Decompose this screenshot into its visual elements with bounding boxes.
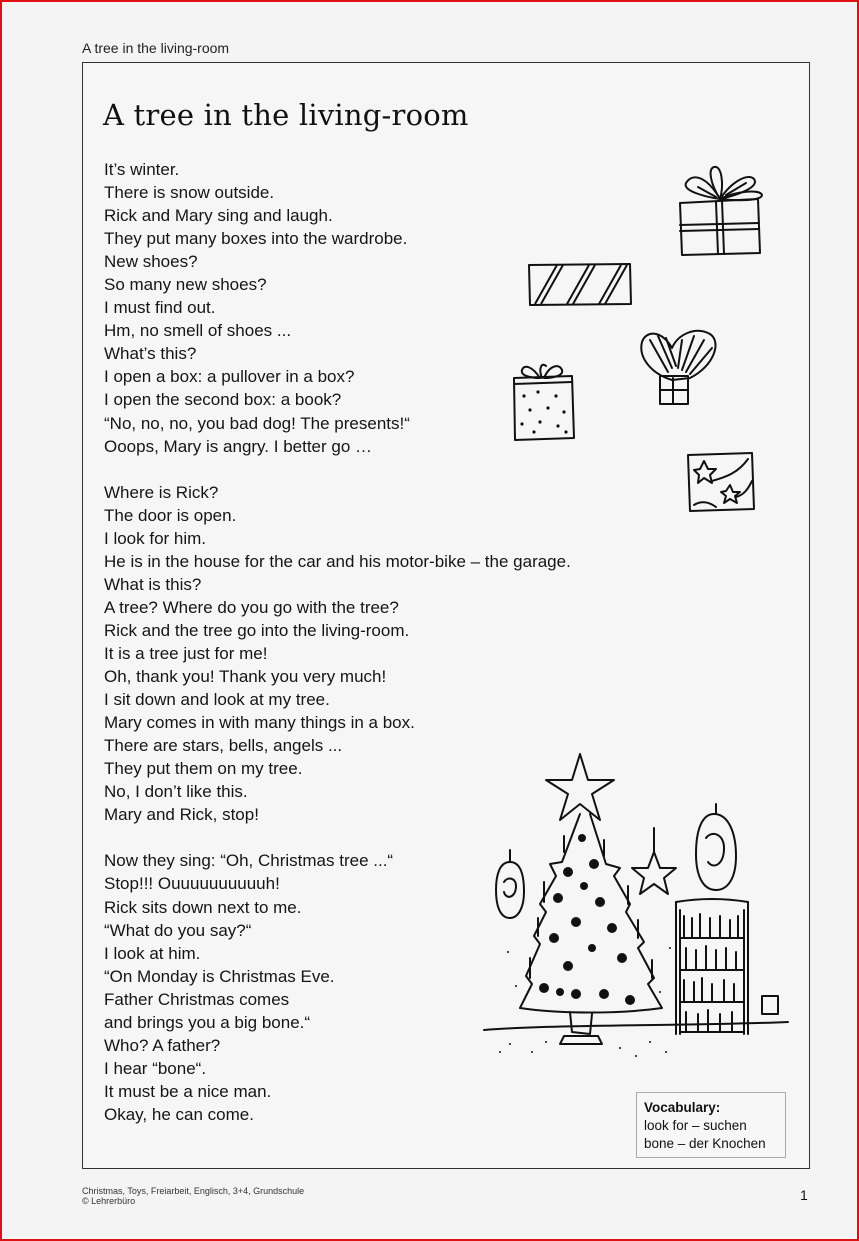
story-line: Oh, thank you! Thank you very much! xyxy=(104,667,387,687)
story-line: Rick and the tree go into the living-room. xyxy=(104,620,410,640)
story-line: Hm, no smell of shoes ... xyxy=(104,321,292,341)
story-line: It is a tree just for me! xyxy=(104,643,268,663)
story-line: There are stars, bells, angels ... xyxy=(104,736,343,756)
page-number: 1 xyxy=(800,1187,808,1203)
story-line: Okay, he can come. xyxy=(104,1104,254,1124)
story-line: I open the second box: a book? xyxy=(104,390,342,410)
story-line: Where is Rick? xyxy=(104,482,219,502)
story-line: I sit down and look at my tree. xyxy=(104,690,330,710)
story-line: Rick and Mary sing and laugh. xyxy=(104,206,333,226)
paragraph-gap xyxy=(104,458,644,481)
footer xyxy=(82,1186,304,1206)
story-line: Now they sing: “Oh, Christmas tree ...“ xyxy=(104,851,394,871)
story-line: They put them on my tree. xyxy=(104,759,303,779)
vocabulary-title: Vocabulary: xyxy=(644,1100,721,1115)
story-line: I look at him. xyxy=(104,943,201,963)
story-line: “On Monday is Christmas Eve. xyxy=(104,966,335,986)
story-line: There is snow outside. xyxy=(104,183,275,203)
footer-copyright: © Lehrerbüro xyxy=(82,1196,136,1206)
story-line: It must be a nice man. xyxy=(104,1081,272,1101)
tree-star xyxy=(546,754,614,820)
story-line: They put many boxes into the wardrobe. xyxy=(104,229,408,249)
story-line: Mary comes in with many things in a box. xyxy=(104,713,415,733)
vocabulary-item: bone – der Knochen xyxy=(644,1136,766,1151)
story-line: New shoes? xyxy=(104,252,198,272)
footer-keywords: Christmas, Toys, Freiarbeit, Englisch, 3+4, Grundschule xyxy=(82,1186,305,1196)
story-line: Who? A father? xyxy=(104,1035,221,1055)
vocabulary-box xyxy=(636,1092,786,1158)
running-head: A tree in the living-room xyxy=(82,40,230,56)
story-line: I look for him. xyxy=(104,528,207,548)
story-line: and brings you a big bone.“ xyxy=(104,1012,311,1032)
story-line: No, I don’t like this. xyxy=(104,782,248,802)
story-line: “What do you say?“ xyxy=(104,920,252,940)
story-line: I must find out. xyxy=(104,298,216,318)
story-line: Father Christmas comes xyxy=(104,989,290,1009)
story-line: He is in the house for the car and his motor-bike – the garage. xyxy=(104,551,571,571)
striped-package-icon xyxy=(527,262,633,307)
dotted-gift-box-icon xyxy=(510,362,578,444)
christmas-tree-scene xyxy=(480,752,792,1062)
story-line: I open a box: a pullover in a box? xyxy=(104,367,355,387)
story-line: I hear “bone“. xyxy=(104,1058,207,1078)
story-line: Stop!!! Ouuuuuuuuuuh! xyxy=(104,874,280,894)
heart-bow-gift-icon xyxy=(638,328,722,408)
story-line: What’s this? xyxy=(104,344,197,364)
story-line: Rick sits down next to me. xyxy=(104,897,302,917)
story-line: Ooops, Mary is angry. I better go … xyxy=(104,436,373,456)
story-line: Mary and Rick, stop! xyxy=(104,805,259,825)
page-title: A tree in the living-room xyxy=(103,98,469,132)
gift-box-bow-icon xyxy=(676,165,766,260)
story-line: It’s winter. xyxy=(104,160,180,179)
story-line: So many new shoes? xyxy=(104,275,267,295)
story-line: What is this? xyxy=(104,574,202,594)
vocabulary-item: look for – suchen xyxy=(644,1118,747,1133)
story-line: “No, no, no, you bad dog! The presents!“ xyxy=(104,413,410,433)
star-wrapped-gift-icon xyxy=(686,451,756,513)
story-line: The door is open. xyxy=(104,505,237,525)
story-line: A tree? Where do you go with the tree? xyxy=(104,597,399,617)
